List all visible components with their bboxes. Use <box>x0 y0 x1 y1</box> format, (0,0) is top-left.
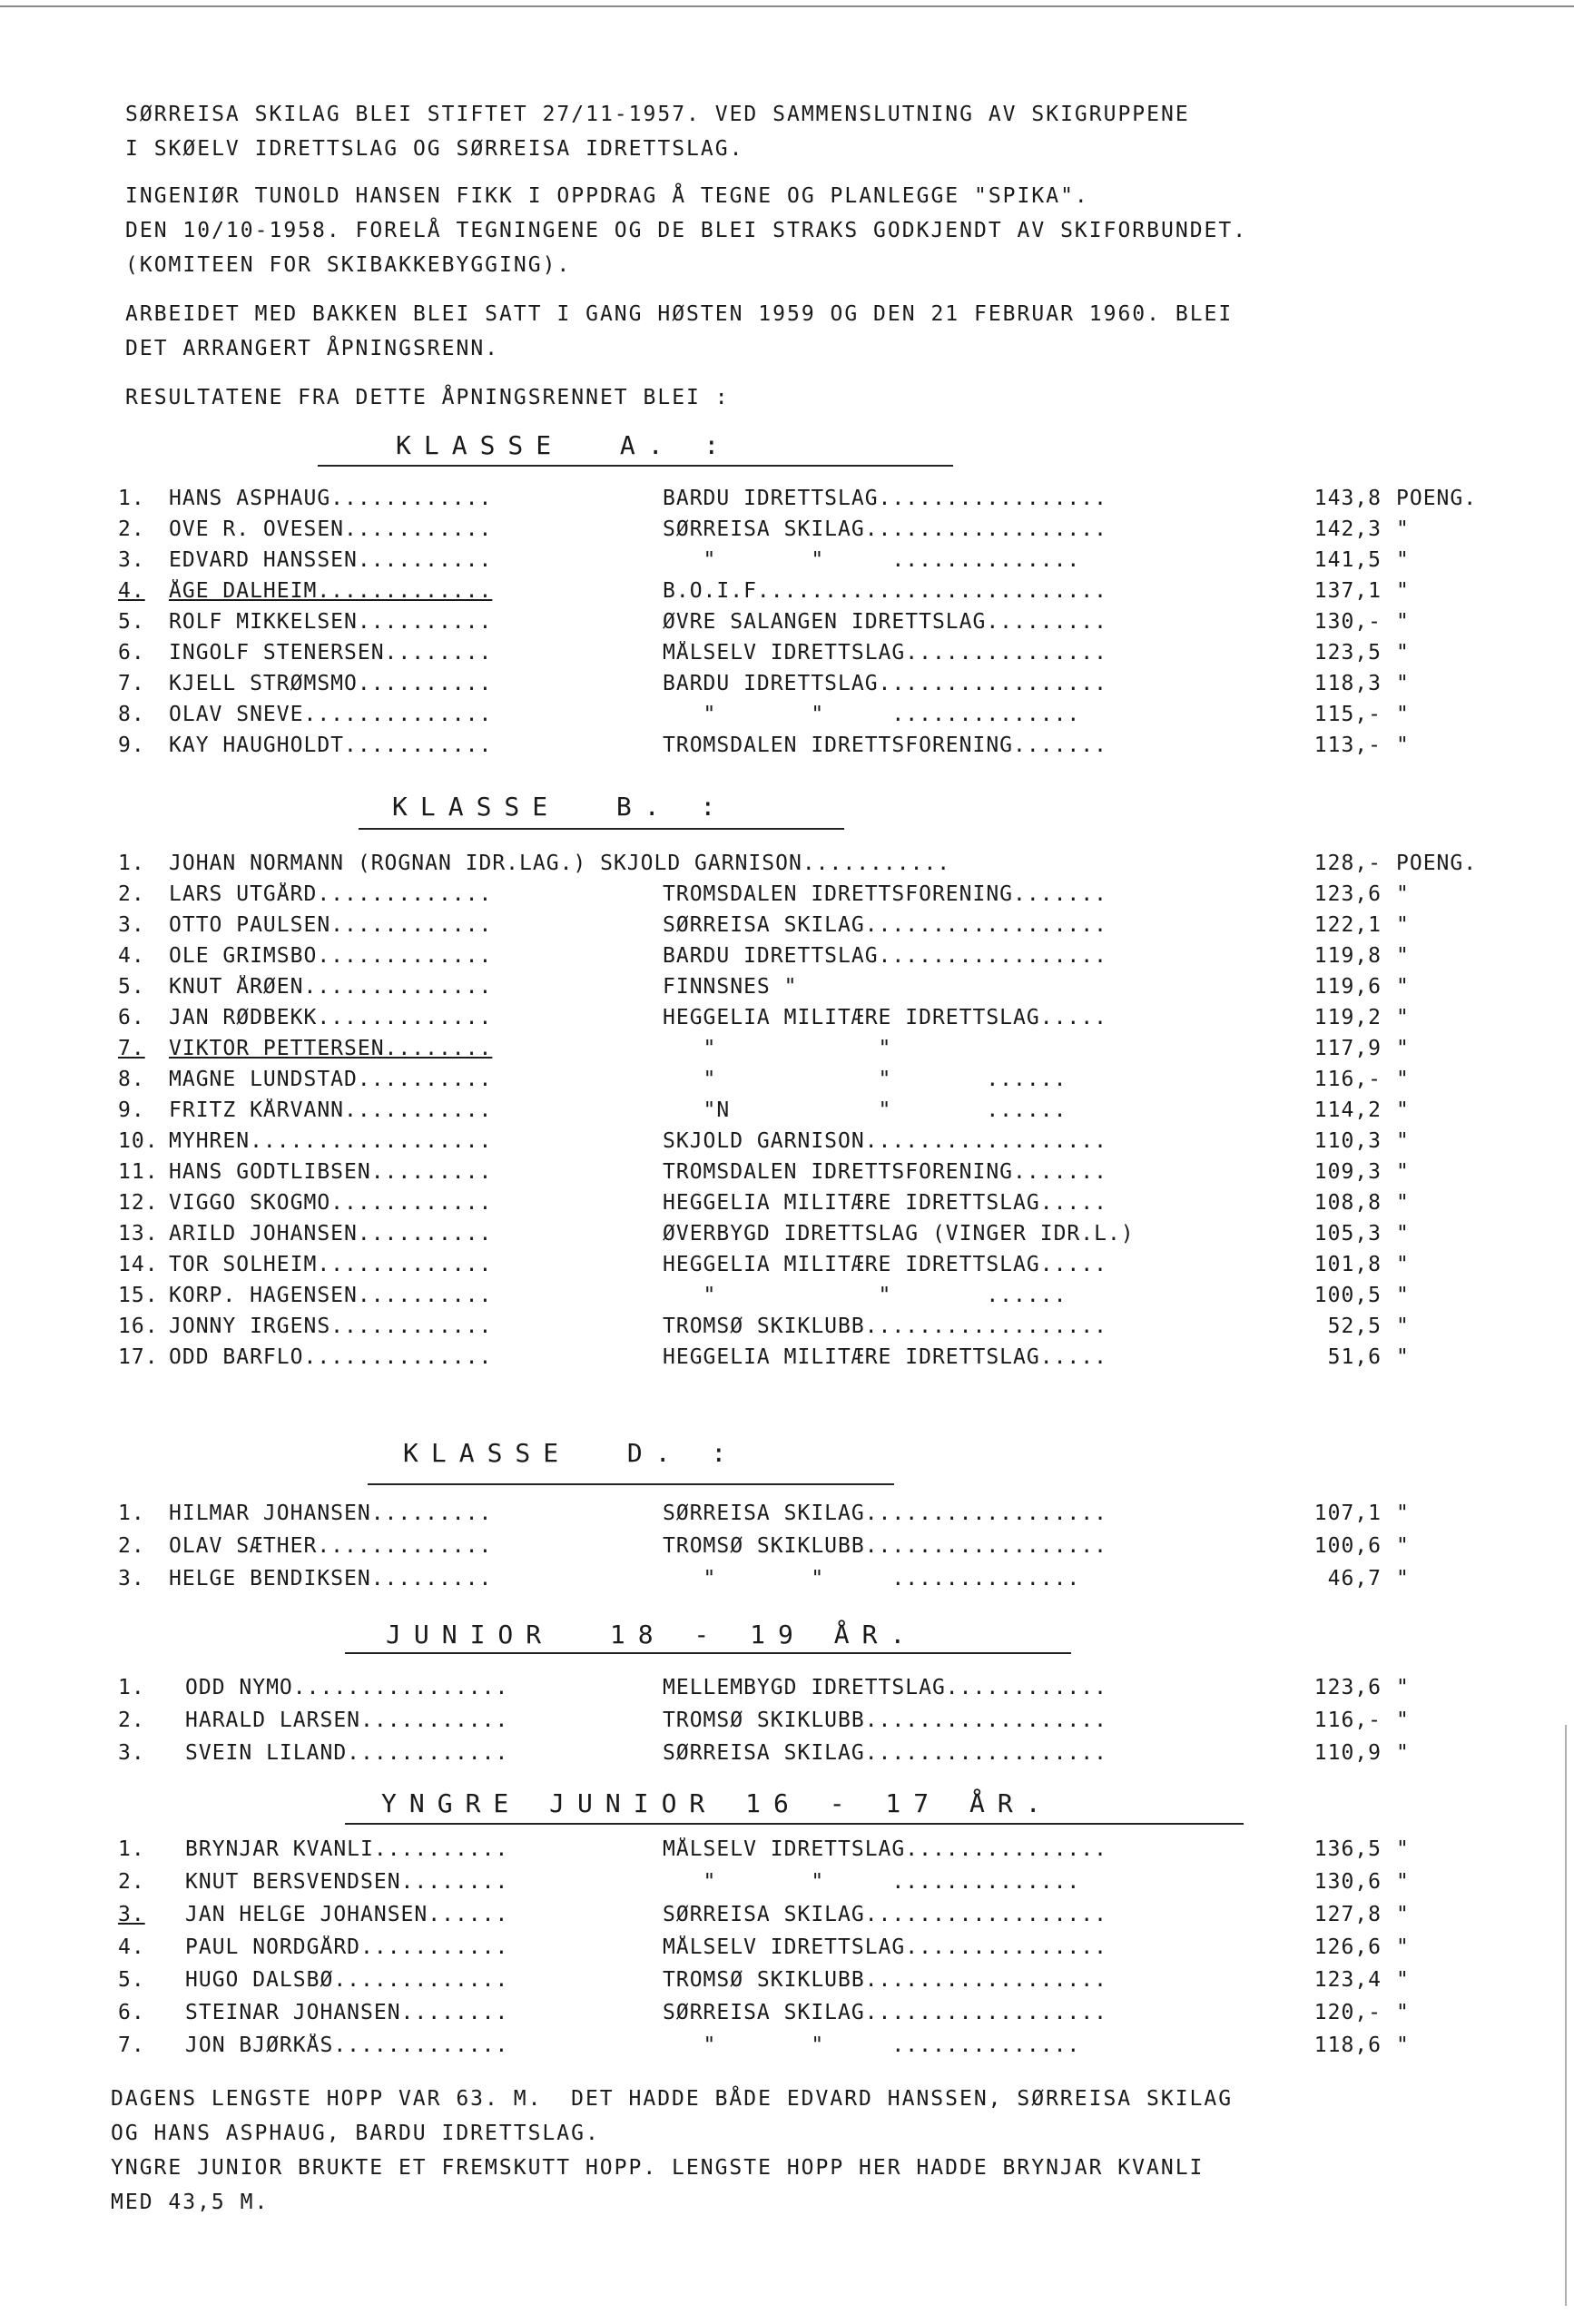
intro-line: INGENIØR TUNOLD HANSEN FIKK I OPPDRAG Å TEGNE OG PLANLEGGE "SPIKA". <box>125 184 1089 208</box>
result-row: 4. ÅGE DALHEIM............. B.O.I.F.......................... 137,1 " <box>118 579 1410 603</box>
footer-line: DAGENS LENGSTE HOPP VAR 63. M. DET HADDE BÅDE EDVARD HANSSEN, SØRREISA SKILAG <box>111 2087 1234 2111</box>
section-title-klasse-d: KLASSE D. : <box>403 1438 740 1468</box>
section-underline <box>359 828 844 830</box>
result-row: 2. OLAV SÆTHER............. TROMSØ SKIKLUBB.................. 100,6 " <box>118 1534 1410 1558</box>
result-row: 3. SVEIN LILAND............ SØRREISA SKILAG.................. 110,9 " <box>118 1741 1410 1765</box>
result-row: 6. STEINAR JOHANSEN........ SØRREISA SKILAG.................. 120,- " <box>118 2001 1410 2024</box>
intro-line: DET ARRANGERT ÅPNINGSRENN. <box>125 337 500 360</box>
result-row: 7. KJELL STRØMSMO.......... BARDU IDRETTSLAG................. 118,3 " <box>118 672 1410 695</box>
result-row: 10. MYHREN.................. SKJOLD GARNISON.................. 110,3 " <box>118 1129 1410 1153</box>
result-row: 4. OLE GRIMSBO............. BARDU IDRETTSLAG................. 119,8 " <box>118 944 1410 968</box>
section-underline <box>318 465 953 467</box>
footer-line: YNGRE JUNIOR BRUKTE ET FREMSKUTT HOPP. LENGSTE HOPP HER HADDE BRYNJAR KVANLI <box>111 2156 1205 2180</box>
result-row: 6. INGOLF STENERSEN........ MÅLSELV IDRETTSLAG............... 123,5 " <box>118 641 1410 665</box>
result-row: 3. OTTO PAULSEN............ SØRREISA SKILAG.................. 122,1 " <box>118 913 1410 937</box>
section-title-klasse-a: KLASSE A. : <box>396 430 733 460</box>
result-row: 7. VIKTOR PETTERSEN........ " " 117,9 " <box>118 1037 1410 1060</box>
result-row: 1. ODD NYMO................ MELLEMBYGD IDRETTSLAG............ 123,6 " <box>118 1676 1410 1699</box>
intro-line: DEN 10/10-1958. FORELÅ TEGNINGENE OG DE BLEI STRAKS GODKJENDT AV SKIFORBUNDET. <box>125 219 1248 242</box>
intro-line: I SKØELV IDRETTSLAG OG SØRREISA IDRETTSLAG. <box>125 137 744 161</box>
result-row: 1. JOHAN NORMANN (ROGNAN IDR.LAG.) SKJOLD GARNISON........... 128,- POENG. <box>118 852 1478 875</box>
result-row: 8. OLAV SNEVE.............. " " .............. 115,- " <box>118 703 1410 726</box>
result-row: 17. ODD BARFLO.............. HEGGELIA MILITÆRE IDRETTSLAG..... 51,6 " <box>118 1345 1410 1369</box>
result-row: 1. BRYNJAR KVANLI.......... MÅLSELV IDRETTSLAG............... 136,5 " <box>118 1837 1410 1861</box>
scan-top-edge <box>0 5 1574 7</box>
result-row: 15. KORP. HAGENSEN.......... " " ...... 100,5 " <box>118 1284 1410 1307</box>
result-row: 5. ROLF MIKKELSEN.......... ØVRE SALANGEN IDRETTSLAG......... 130,- " <box>118 610 1410 634</box>
result-row: 2. OVE R. OVESEN........... SØRREISA SKILAG.................. 142,3 " <box>118 517 1410 541</box>
section-title-yngre-junior: YNGRE JUNIOR 16 - 17 ÅR. <box>381 1788 1054 1818</box>
result-row: 3. JAN HELGE JOHANSEN...... SØRREISA SKILAG.................. 127,8 " <box>118 1903 1410 1926</box>
result-row: 3. EDVARD HANSSEN.......... " " .............. 141,5 " <box>118 548 1410 572</box>
result-row: 5. HUGO DALSBØ............. TROMSØ SKIKLUBB.................. 123,4 " <box>118 1968 1410 1992</box>
result-row: 2. HARALD LARSEN........... TROMSØ SKIKLUBB.................. 116,- " <box>118 1709 1410 1732</box>
section-title-junior: JUNIOR 18 - 19 ÅR. <box>386 1620 919 1649</box>
footer-line: OG HANS ASPHAUG, BARDU IDRETTSLAG. <box>111 2122 600 2145</box>
result-row: 16. JONNY IRGENS............ TROMSØ SKIKLUBB.................. 52,5 " <box>118 1315 1410 1338</box>
intro-line: (KOMITEEN FOR SKIBAKKEBYGGING). <box>125 253 572 277</box>
section-underline <box>368 1483 894 1485</box>
result-row: 11. HANS GODTLIBSEN......... TROMSDALEN IDRETTSFORENING....... 109,3 " <box>118 1160 1410 1184</box>
result-row: 2. LARS UTGÅRD............. TROMSDALEN IDRETTSFORENING....... 123,6 " <box>118 882 1410 906</box>
result-row: 2. KNUT BERSVENDSEN........ " " .............. 130,6 " <box>118 1870 1410 1894</box>
result-row: 6. JAN RØDBEKK............. HEGGELIA MILITÆRE IDRETTSLAG..... 119,2 " <box>118 1006 1410 1029</box>
result-row: 5. KNUT ÅRØEN.............. FINNSNES " 119,6 " <box>118 975 1410 999</box>
result-row: 1. HANS ASPHAUG............ BARDU IDRETTSLAG................. 143,8 POENG. <box>118 487 1478 510</box>
footer-line: MED 43,5 M. <box>111 2191 270 2214</box>
result-row: 8. MAGNE LUNDSTAD.......... " " ...... 116,- " <box>118 1068 1410 1091</box>
section-underline <box>345 1652 1071 1654</box>
scan-right-edge <box>1565 1725 1567 2306</box>
intro-line: SØRREISA SKILAG BLEI STIFTET 27/11-1957. VED SAMMENSLUTNING AV SKIGRUPPENE <box>125 103 1190 126</box>
result-row: 12. VIGGO SKOGMO............ HEGGELIA MILITÆRE IDRETTSLAG..... 108,8 " <box>118 1191 1410 1215</box>
result-row: 13. ARILD JOHANSEN.......... ØVERBYGD IDRETTSLAG (VINGER IDR.L.) 105,3 " <box>118 1222 1410 1246</box>
result-row: 14. TOR SOLHEIM............. HEGGELIA MILITÆRE IDRETTSLAG..... 101,8 " <box>118 1253 1410 1276</box>
intro-line: RESULTATENE FRA DETTE ÅPNINGSRENNET BLEI : <box>125 386 730 409</box>
result-row: 3. HELGE BENDIKSEN......... " " .............. 46,7 " <box>118 1567 1410 1590</box>
result-row: 9. KAY HAUGHOLDT........... TROMSDALEN IDRETTSFORENING....... 113,- " <box>118 734 1410 757</box>
result-row: 7. JON BJØRKÅS............. " " .............. 118,6 " <box>118 2034 1410 2057</box>
result-row: 1. HILMAR JOHANSEN......... SØRREISA SKILAG.................. 107,1 " <box>118 1502 1410 1525</box>
result-row: 4. PAUL NORDGÅRD........... MÅLSELV IDRETTSLAG............... 126,6 " <box>118 1935 1410 1959</box>
intro-line: ARBEIDET MED BAKKEN BLEI SATT I GANG HØSTEN 1959 OG DEN 21 FEBRUAR 1960. BLEI <box>125 302 1234 326</box>
result-row: 9. FRITZ KÅRVANN........... "N " ...... 114,2 " <box>118 1098 1410 1122</box>
section-underline <box>345 1823 1244 1825</box>
section-title-klasse-b: KLASSE B. : <box>392 792 729 822</box>
